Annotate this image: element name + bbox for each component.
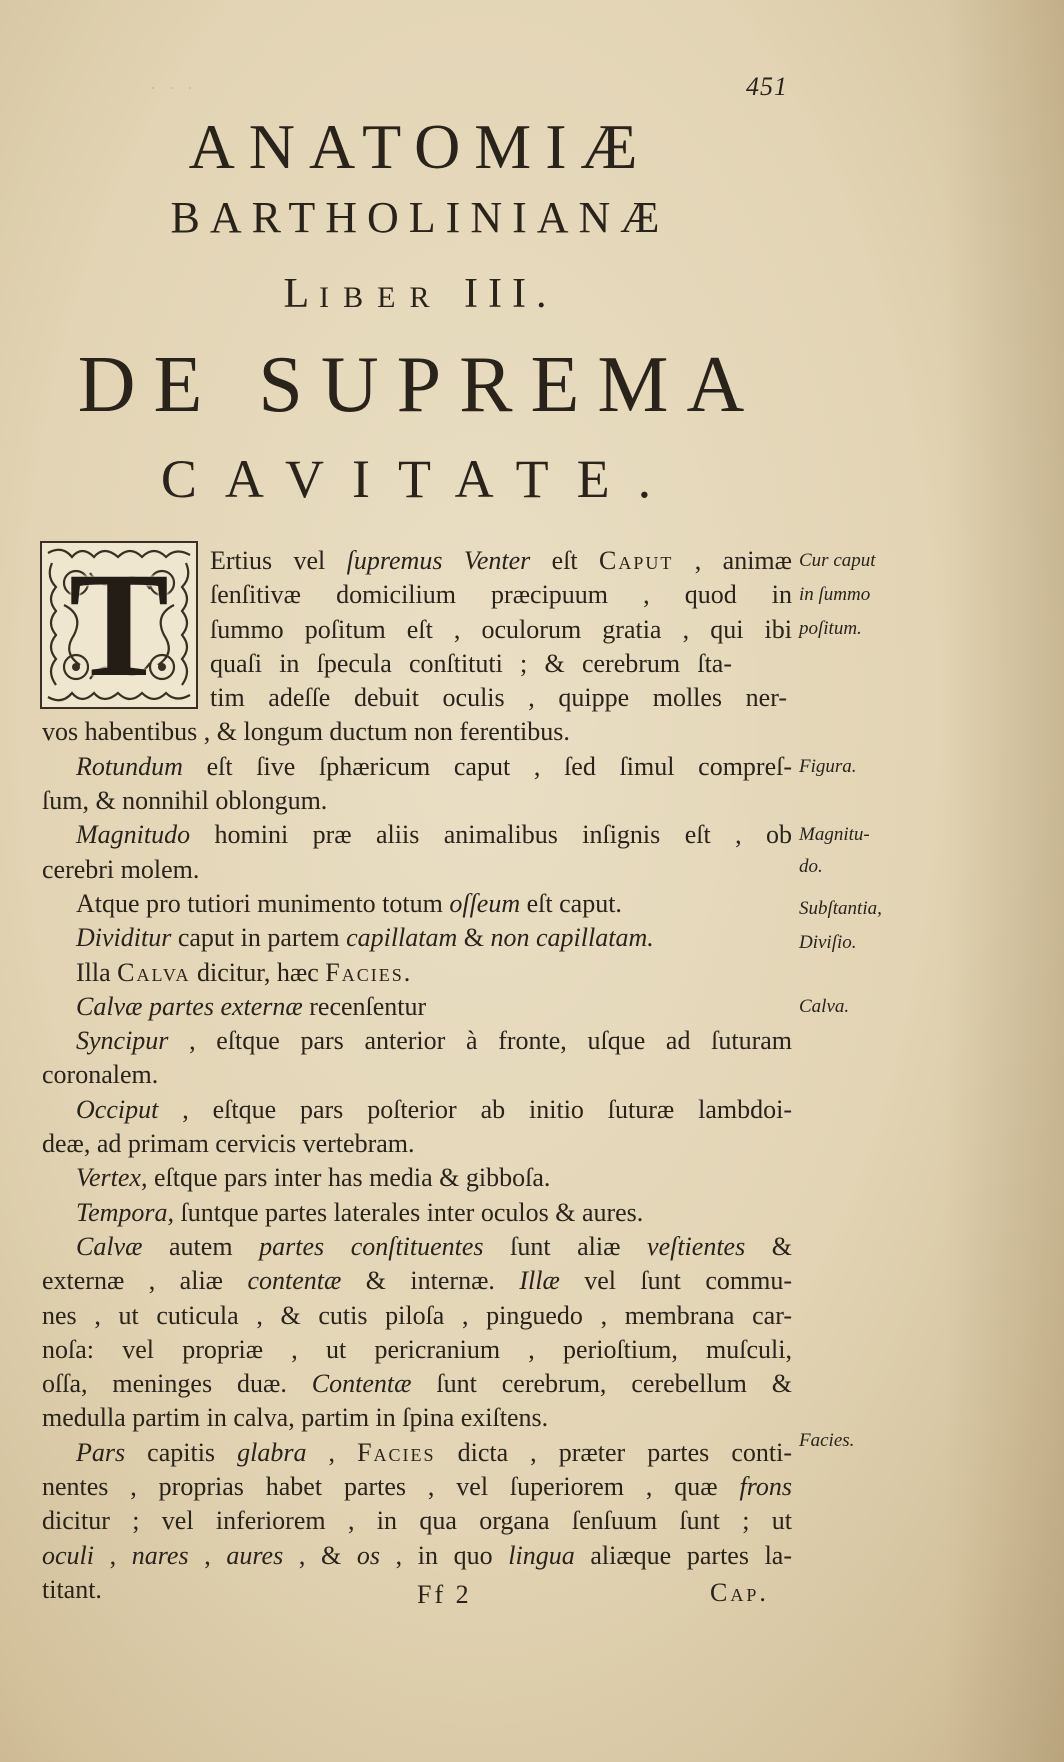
text-line: nentes , proprias habet partes , vel ſuperiorem , quæ frons bbox=[42, 1472, 792, 1502]
liber-number: III. bbox=[464, 271, 557, 317]
text-line: dicitur ; vel inferiorem , in qua organa ſenſuum ſunt ; ut bbox=[42, 1506, 792, 1536]
text-line: Atque pro tutiori munimento totum oſſeum eſt caput. bbox=[76, 888, 622, 918]
signature-mark: Ff 2 bbox=[417, 1580, 472, 1609]
text-line: Pars capitis glabra , Facies dicta , præter partes conti- bbox=[76, 1437, 792, 1467]
liber-initial: L bbox=[283, 271, 320, 317]
text-line: Vertex, eſtque pars inter has media & gibboſa. bbox=[76, 1163, 551, 1193]
margin-note: Cur caput bbox=[799, 550, 876, 571]
margin-note: Facies. bbox=[799, 1430, 855, 1451]
text-line: Ertius vel ſupremus Venter eſt Caput , animæ bbox=[210, 546, 792, 575]
margin-note: poſitum. bbox=[799, 618, 862, 639]
initial-letter: T bbox=[68, 542, 170, 708]
margin-note: Figura. bbox=[799, 756, 857, 777]
text-line: ſum, & nonnihil oblongum. bbox=[42, 786, 328, 816]
title-line-2: BARTHOLINIANÆ bbox=[170, 193, 670, 242]
text-line: Tempora, ſuntque partes laterales inter oculos & aures. bbox=[76, 1197, 644, 1227]
page-number: 451 bbox=[746, 72, 788, 101]
chapter-title-line-1: DE SUPREMA bbox=[77, 341, 763, 429]
margin-note: Diviſio. bbox=[799, 932, 857, 953]
text-line: tim adeſſe debuit oculis , quippe molles ner- bbox=[210, 683, 787, 713]
text-line: oculi , nares , aures , & os , in quo lingua aliæque partes la- bbox=[42, 1540, 793, 1570]
chapter-title-line-2: CAVITATE. bbox=[160, 449, 680, 509]
text-line: Dividitur caput in partem capillatam & non capillatam. bbox=[76, 923, 654, 953]
text-line: Occiput , eſtque pars poſterior ab initio ſuturæ lambdoi- bbox=[76, 1094, 792, 1124]
text-line: vos habentibus , & longum ductum non ferentibus. bbox=[42, 717, 570, 747]
text-line: quaſi in ſpecula conſtituti ; & cerebrum ſta- bbox=[210, 648, 732, 678]
show-through-text: · · · bbox=[150, 78, 197, 98]
text-line: coronalem. bbox=[42, 1060, 159, 1090]
text-line: nes , ut cuticula , & cutis piloſa , pinguedo , membrana car- bbox=[42, 1300, 792, 1330]
margin-note: Calva. bbox=[799, 996, 850, 1017]
text-line: Magnitudo homini præ aliis animalibus inſignis eſt , ob bbox=[76, 820, 792, 850]
text-line: noſa: vel propriæ , ut pericranium , perioſtium, muſculi, bbox=[42, 1334, 792, 1364]
text-line: ſummo poſitum eſt , oculorum gratia , qui ibi bbox=[210, 614, 792, 644]
text-line: Rotundum eſt ſive ſphæricum caput , ſed ſimul compreſ- bbox=[76, 751, 792, 781]
text-line: ſenſitivæ domicilium præcipuum , quod in bbox=[210, 580, 792, 610]
text-line: Calvæ partes externæ recenſentur bbox=[76, 991, 427, 1021]
text-line: cerebri molem. bbox=[42, 854, 200, 884]
text-line: medulla partim in calva, partim in ſpina exiſtens. bbox=[42, 1403, 549, 1433]
text-line: externæ , aliæ contentæ & internæ. Illæ vel ſunt commu- bbox=[42, 1266, 792, 1296]
body-text bbox=[42, 544, 792, 1607]
text-line: oſſa, meninges duæ. Contentæ ſunt cerebrum, cerebellum & bbox=[42, 1369, 792, 1399]
catchword: Cap. bbox=[710, 1578, 769, 1607]
text-line: deæ, ad primam cervicis vertebram. bbox=[42, 1129, 415, 1159]
text-line: Syncipur , eſtque pars anterior à fronte, uſque ad ſuturam bbox=[76, 1026, 792, 1056]
margin-note: do. bbox=[799, 856, 823, 877]
margin-note: in ſummo bbox=[799, 584, 871, 605]
margin-note: Magnitu- bbox=[799, 824, 870, 845]
title-line-1: ANATOMIÆ bbox=[188, 111, 652, 182]
book-number-heading bbox=[40, 270, 800, 318]
text-line: titant. bbox=[42, 1574, 102, 1604]
text-line: Illa Calva dicitur, hæc Facies. bbox=[76, 957, 411, 987]
margin-note: Subſtantia, bbox=[799, 898, 882, 919]
text-line: Calvæ autem partes conſtituentes ſunt aliæ veſtientes & bbox=[76, 1231, 793, 1261]
liber-rest: IBER bbox=[319, 281, 444, 314]
